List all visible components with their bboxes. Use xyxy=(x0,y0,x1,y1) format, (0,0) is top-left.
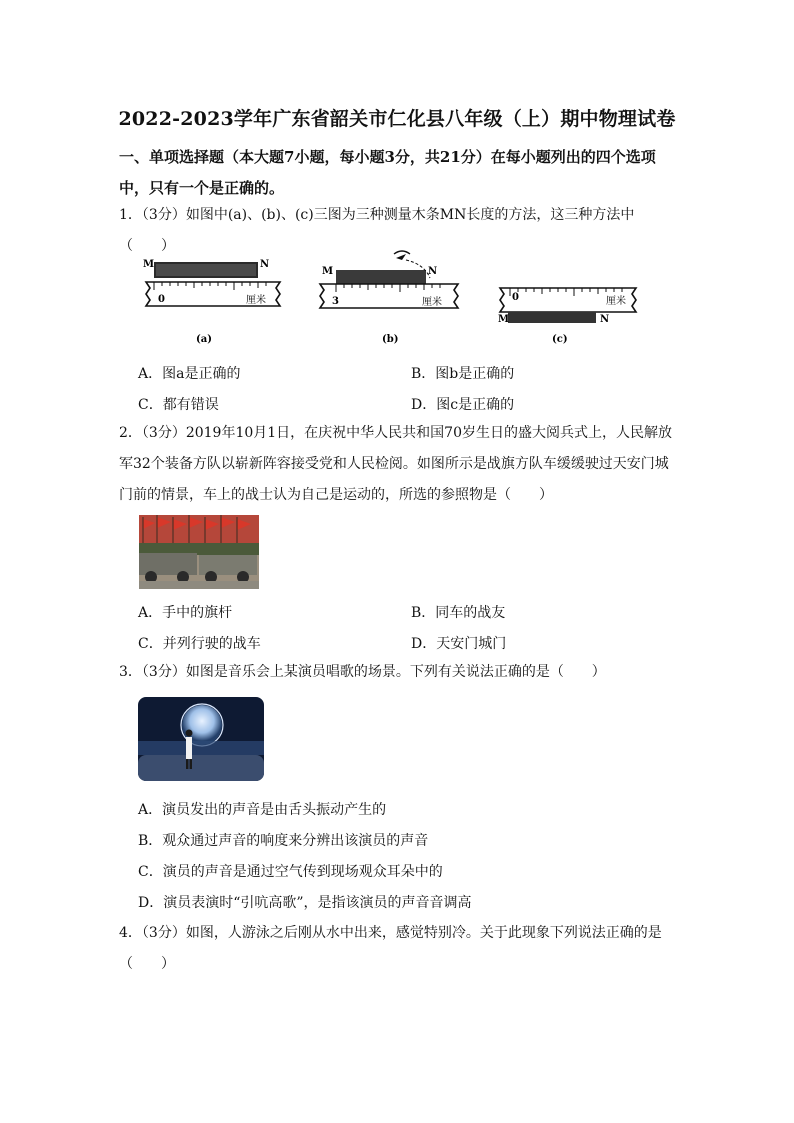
q1-option-a: A．图a是正确的 xyxy=(138,366,241,382)
q1-option-c: C．都有错误 xyxy=(138,397,219,413)
question-3-text: 3．（3分）如图是音乐会上某演员唱歌的场景。下列有关说法正确的是（ ） xyxy=(119,664,606,680)
ruler-diagram-c xyxy=(498,288,636,345)
q2-option-c: C．并列行驶的战车 xyxy=(138,636,261,652)
label-m-c: M xyxy=(498,314,510,325)
section-heading: 一、单项选择题（本大题7小题，每小题3分，共21分）在每小题列出的四个选项中，只有一个是正确的。 xyxy=(119,148,656,197)
label-n-c: N xyxy=(600,314,610,325)
label-unit-a: 厘米 xyxy=(246,295,266,306)
ruler-figure xyxy=(140,248,640,348)
label-zero-a: 0 xyxy=(158,294,165,305)
label-unit-b: 厘米 xyxy=(422,297,442,308)
q3-option-a: A．演员发出的声音是由舌头振动产生的 xyxy=(138,802,387,818)
ruler-diagram-b xyxy=(320,251,458,345)
concert-photo xyxy=(138,697,264,781)
question-4-text: 4．（3分）如图，人游泳之后刚从水中出来，感觉特别冷。关于此现象下列说法正确的是（ ） xyxy=(119,925,662,972)
label-n-a: N xyxy=(260,259,270,270)
label-n-b: N xyxy=(428,266,438,277)
question-2-text: 2．（3分）2019年10月1日，在庆祝中华人民共和国70岁生日的盛大阅兵式上，人民解放军32个装备方队以崭新阵容接受党和人民检阅。如图所示是战旗方队车缓缓驶过天安门城门前的情景，车上的战士认为自己是运动的，所选的参照物是（ ） xyxy=(119,425,672,503)
q2-option-b: B．同车的战友 xyxy=(411,605,506,621)
label-unit-c: 厘米 xyxy=(606,296,626,307)
eye-icon xyxy=(394,251,410,260)
q1-option-b: B．图b是正确的 xyxy=(411,366,515,382)
q2-option-a: A．手中的旗杆 xyxy=(138,605,233,621)
q3-option-d: D．演员表演时“引吭高歌”，是指该演员的声音音调高 xyxy=(138,895,472,911)
label-m-b: M xyxy=(322,266,334,277)
caption-c: (c) xyxy=(552,334,568,345)
label-m-a: M xyxy=(143,259,155,270)
caption-a: (a) xyxy=(196,334,212,345)
q1-option-d: D．图c是正确的 xyxy=(411,397,515,413)
caption-b: (b) xyxy=(382,334,399,345)
question-1-text: 1．（3分）如图中(a)、(b)、(c)三图为三种测量木条MN长度的方法，这三种方法中（ ） xyxy=(119,207,635,254)
q2-option-d: D．天安门城门 xyxy=(411,636,507,652)
label-three-b: 3 xyxy=(332,296,339,307)
q3-option-b: B．观众通过声音的响度来分辨出该演员的声音 xyxy=(138,833,429,849)
parade-photo xyxy=(139,515,259,589)
q3-option-c: C．演员的声音是通过空气传到现场观众耳朵中的 xyxy=(138,864,443,880)
label-zero-c: 0 xyxy=(512,292,519,303)
page-title: 2022-2023学年广东省韶关市仁化县八年级（上）期中物理试卷 xyxy=(118,108,676,130)
ruler-diagram-a xyxy=(143,259,280,345)
